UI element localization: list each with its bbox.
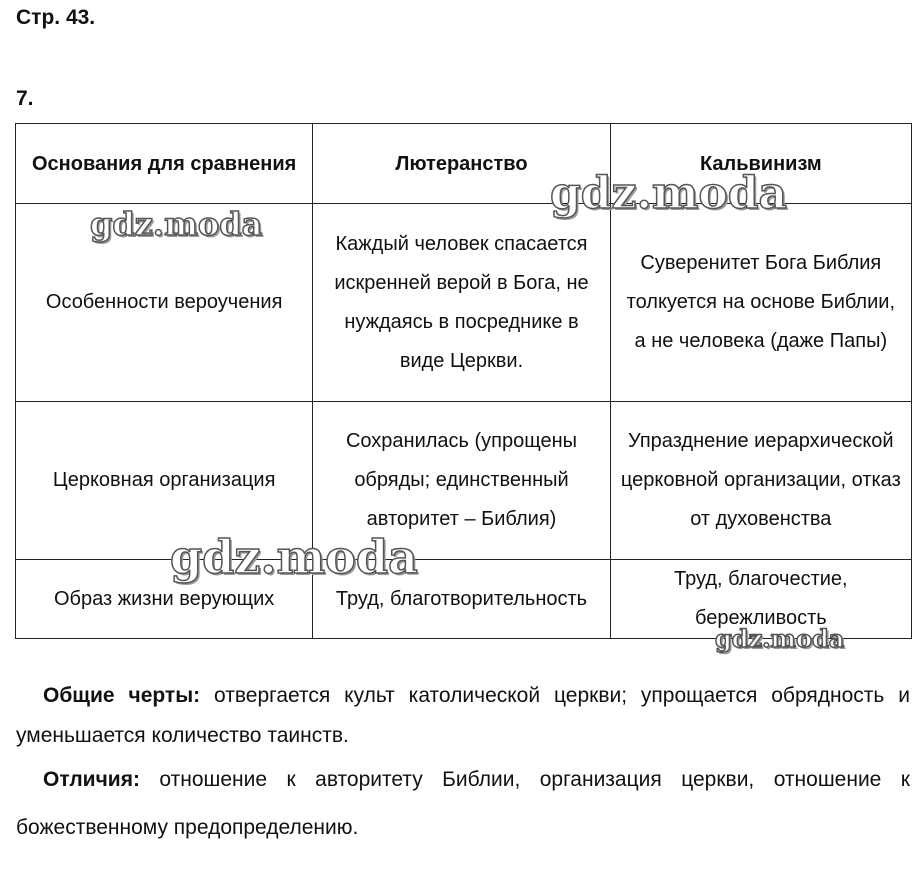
cell-calvinist-lifestyle: Труд, благочестие, бережливость <box>610 560 911 639</box>
watermark: gdz.moda <box>715 624 845 653</box>
comparison-table <box>15 123 912 639</box>
watermark: gdz.moda <box>90 205 263 243</box>
cell-calvinist-doctrine: Суверенитет Бога Библия толкуется на основе Библии, а не человека (даже Папы) <box>610 204 911 402</box>
header-cell-lutheranism: Лютеранство <box>313 124 610 204</box>
common-features-label: Общие черты: <box>43 684 201 707</box>
cell-calvinist-organization: Упразднение иерархической церковной организации, отказ от духовенства <box>610 402 911 560</box>
table-row <box>16 560 912 639</box>
table-row <box>16 204 912 402</box>
page-reference: Стр. 43. <box>16 6 96 29</box>
table-header-row <box>16 124 912 204</box>
common-features-paragraph <box>16 676 910 756</box>
differences-text: отношение к авторитету Библии, организация церкви, отношение к божественному предопределению. <box>16 768 910 839</box>
differences-label: Отличия: <box>43 768 140 791</box>
header-cell-calvinism: Кальвинизм <box>610 124 911 204</box>
common-features-text: отвергается культ католической церкви; упрощается обрядность и уменьшается количество таинств. <box>16 684 910 747</box>
cell-lutheran-lifestyle: Труд, благотворительность <box>313 560 610 639</box>
cell-lutheran-organization: Сохранилась (упрощены обряды; единственный авторитет – Библия) <box>313 402 610 560</box>
table-row <box>16 402 912 560</box>
watermark: gdz.moda <box>170 530 418 584</box>
watermark: gdz.moda <box>550 168 788 219</box>
header-cell-basis: Основания для сравнения <box>16 124 313 204</box>
row-label-doctrine: Особенности вероучения <box>16 204 313 402</box>
task-number: 7. <box>16 87 34 110</box>
differences-paragraph <box>16 756 910 852</box>
cell-lutheran-doctrine: Каждый человек спасается искренней верой в Бога, не нуждаясь в посреднике в виде Церкви. <box>313 204 610 402</box>
row-label-lifestyle: Образ жизни верующих <box>16 560 313 639</box>
row-label-organization: Церковная организация <box>16 402 313 560</box>
